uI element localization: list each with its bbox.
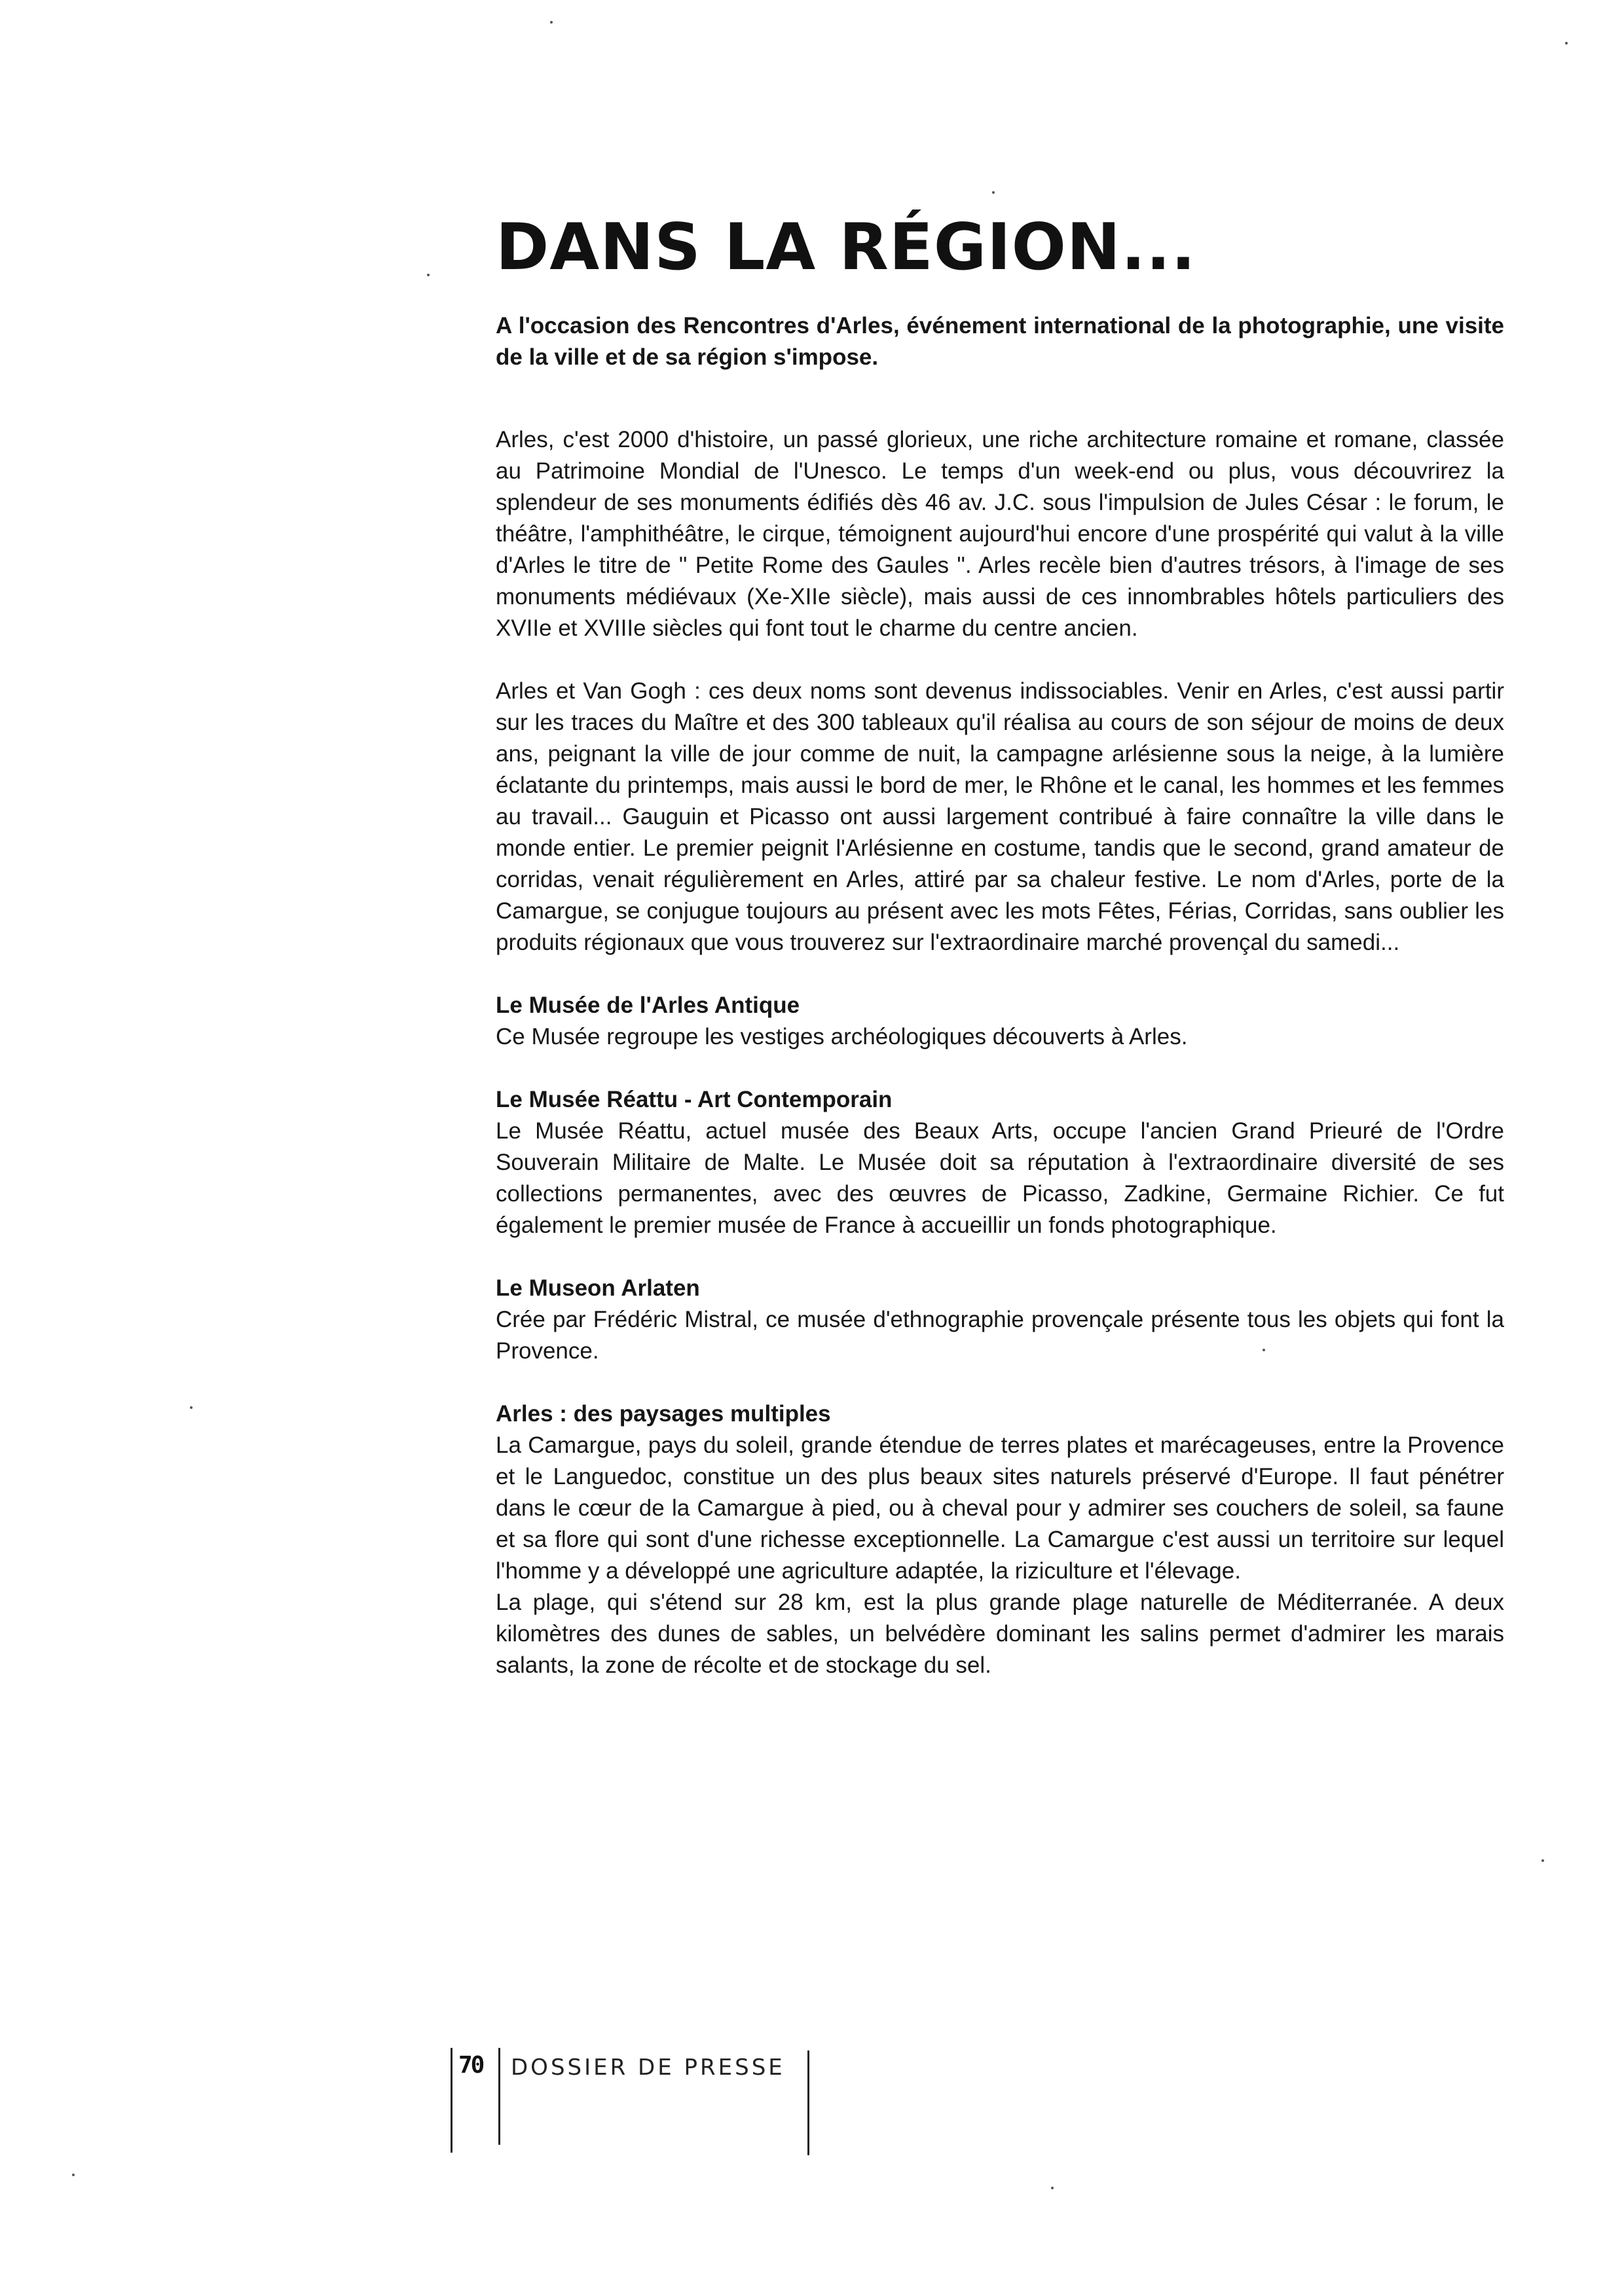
section-museon-arlaten xyxy=(496,1273,1504,1367)
footer-label: DOSSIER DE PRESSE xyxy=(511,2054,785,2081)
section-heading: Le Museon Arlaten xyxy=(496,1275,700,1301)
page-number: 70 xyxy=(458,2052,483,2079)
page-title: DANS LA RÉGION... xyxy=(496,210,1196,285)
section-body-plage: La plage, qui s'étend sur 28 km, est la plus grande plage naturelle de Méditerranée. A deux kilomètres des dunes de sables, un belvédère dominant les salins permet d'admirer les marais salants, la zone de récolte et de stockage du sel. xyxy=(496,1590,1504,1678)
scan-speck xyxy=(72,2174,75,2176)
section-heading: Le Musée de l'Arles Antique xyxy=(496,993,800,1018)
section-body: Le Musée Réattu, actuel musée des Beaux Arts, occupe l'ancien Grand Prieuré de l'Ordre Souverain Militaire de Malte. Le Musée doit sa réputation à l'extraordinaire diversité de ses collections permanentes, avec des œuvres de Picasso, Zadkine, Germaine Richier. Ce fut également le premier musée de France à accueillir un fonds photographique. xyxy=(496,1118,1504,1238)
scan-speck xyxy=(1565,42,1568,45)
lead-paragraph: A l'occasion des Rencontres d'Arles, événement international de la photographie, une visite de la ville et de sa région s'impose. xyxy=(496,313,1504,370)
section-musee-reattu xyxy=(496,1084,1504,1241)
section-heading: Arles : des paysages multiples xyxy=(496,1401,831,1427)
scan-speck xyxy=(992,191,995,194)
scan-speck xyxy=(1051,2187,1054,2189)
section-paysages xyxy=(496,1398,1504,1681)
section-musee-arles-antique xyxy=(496,990,1504,1053)
scan-speck xyxy=(1541,1859,1544,1862)
section-body: La Camargue, pays du soleil, grande étendue de terres plates et marécageuses, entre la Provence et le Languedoc, constitue un des plus beaux sites naturels préservé d'Europe. Il faut pénétrer dans le cœur de la Camargue à pied, ou à cheval pour y admirer ses couchers de soleil, sa faune et sa flore qui sont d'une richesse exceptionnelle. La Camargue c'est aussi un territoire sur lequel l'homme y a développé une agriculture adaptée, la riziculture et l'élevage. xyxy=(496,1432,1504,1584)
section-body: Ce Musée regroupe les vestiges archéologiques découverts à Arles. xyxy=(496,1024,1188,1049)
scan-speck xyxy=(1263,1349,1265,1351)
scan-speck xyxy=(550,21,553,24)
section-body: Crée par Frédéric Mistral, ce musée d'ethnographie provençale présente tous les objets qui font la Provence. xyxy=(496,1307,1504,1364)
scan-speck xyxy=(427,274,430,276)
paragraph-history: Arles, c'est 2000 d'histoire, un passé glorieux, une riche architecture romaine et romane, classée au Patrimoine Mondial de l'Unesco. Le temps d'un week-end ou plus, vous découvrirez la splendeur de ses monuments édifiés dès 46 av. J.C. sous l'impulsion de Jules César : le forum, le théâtre, l'amphithéâtre, le cirque, témoignent aujourd'hui encore d'une prospérité qui valut à la ville d'Arles le titre de " Petite Rome des Gaules ". Arles recèle bien d'autres trésors, à l'image de ses monuments médiévaux (Xe-XIIe siècle), mais aussi de ces innombrables hôtels particuliers des XVIIe et XVIIIe siècles qui font tout le charme du centre ancien. xyxy=(496,427,1504,641)
section-heading: Le Musée Réattu - Art Contemporain xyxy=(496,1087,893,1112)
scan-speck xyxy=(190,1406,193,1409)
paragraph-van-gogh: Arles et Van Gogh : ces deux noms sont devenus indissociables. Venir en Arles, c'est aussi partir sur les traces du Maître et des 300 tableaux qu'il réalisa au cours de son séjour de moins de deux ans, peignant la ville de jour comme de nuit, la campagne arlésienne sous la neige, à la lumière éclatante du printemps, mais aussi le bord de mer, le Rhône et le canal, les hommes et les femmes au travail... Gauguin et Picasso ont aussi largement contribué à faire connaître la ville dans le monde entier. Le premier peignit l'Arlésienne en costume, tandis que le second, grand amateur de corridas, venait régulièrement en Arles, attiré par sa chaleur festive. Le nom d'Arles, porte de la Camargue, se conjugue toujours au présent avec les mots Fêtes, Férias, Corridas, sans oublier les produits régionaux que vous trouverez sur l'extraordinaire marché provençal du samedi... xyxy=(496,678,1504,955)
footer-rule-left xyxy=(451,2048,452,2153)
footer-rule-middle xyxy=(498,2048,500,2145)
article xyxy=(496,208,1504,1713)
footer-rule-right xyxy=(807,2050,809,2155)
page-footer xyxy=(451,2048,817,2153)
